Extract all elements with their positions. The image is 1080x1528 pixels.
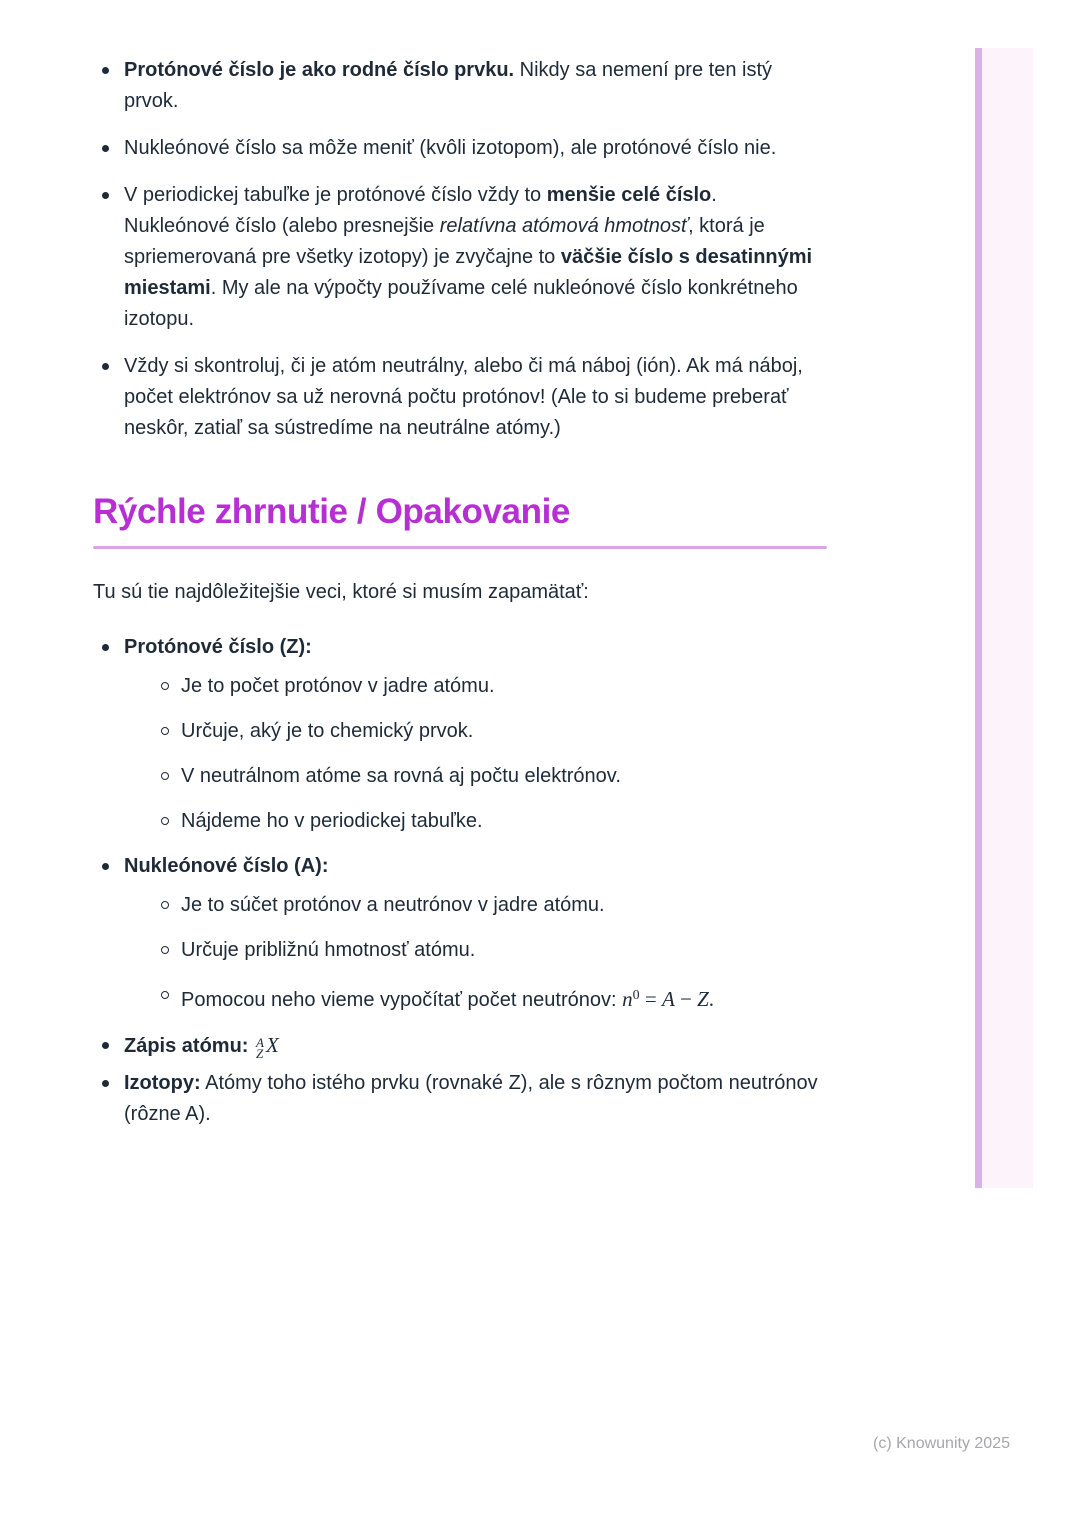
text-segment: . bbox=[708, 987, 715, 1011]
text-segment: Protónové číslo (Z): bbox=[124, 636, 312, 658]
bullet-icon bbox=[102, 1042, 109, 1049]
text-segment: X bbox=[265, 1033, 279, 1057]
text-segment: Nukleónové číslo (A): bbox=[124, 855, 329, 877]
list-item bbox=[93, 180, 827, 335]
circle-bullet-icon bbox=[161, 817, 169, 825]
list-item bbox=[93, 133, 827, 164]
circle-bullet-icon bbox=[161, 901, 169, 909]
list-item bbox=[124, 806, 827, 837]
text-segment: Nájdeme ho v periodickej tabuľke. bbox=[181, 810, 483, 832]
text-segment: Je to počet protónov v jadre atómu. bbox=[181, 675, 495, 697]
text-segment: menšie celé číslo bbox=[546, 184, 712, 206]
list-item-text bbox=[181, 765, 621, 787]
text-segment: . My ale na výpočty používame celé nukleónové číslo konkrétneho izotopu. bbox=[124, 277, 798, 330]
bullet-icon bbox=[102, 863, 109, 870]
bullet-icon bbox=[102, 644, 109, 651]
text-segment: , ktorá je spriemerovaná pre všetky izotopy) je zvyčajne to bbox=[124, 215, 765, 268]
text-segment: Zápis atómu: bbox=[124, 1035, 255, 1057]
text-segment: Atómy toho istého prvku (rovnaké Z), ale s rôznym počtom neutrónov (rôzne A). bbox=[124, 1072, 818, 1125]
list-item-text bbox=[124, 137, 776, 159]
circle-bullet-icon bbox=[161, 991, 169, 999]
list-item bbox=[93, 632, 827, 837]
bullet-icon bbox=[102, 145, 109, 152]
list-item bbox=[93, 351, 827, 444]
list-item bbox=[93, 1030, 827, 1062]
list-item-text bbox=[124, 1072, 818, 1125]
circle-bullet-icon bbox=[161, 946, 169, 954]
list-item-text bbox=[124, 355, 803, 439]
list-item-text bbox=[181, 989, 714, 1011]
text-segment: V neutrálnom atóme sa rovná aj počtu elektrónov. bbox=[181, 765, 621, 787]
text-segment: Nikdy sa nemení pre ten istý prvok. bbox=[124, 59, 772, 112]
bullet-icon bbox=[102, 67, 109, 74]
list-item-text bbox=[181, 720, 473, 742]
text-segment: V periodickej tabuľke je protónové číslo vždy to bbox=[124, 184, 547, 206]
summary-bullet-list bbox=[93, 632, 827, 1130]
bullet-icon bbox=[102, 192, 109, 199]
page-edge-decoration bbox=[975, 48, 1033, 1188]
list-item bbox=[124, 761, 827, 792]
list-item-text bbox=[124, 184, 812, 330]
bullet-icon bbox=[102, 363, 109, 370]
bullet-icon bbox=[102, 1080, 109, 1087]
list-item bbox=[93, 55, 827, 117]
text-segment: Určuje približnú hmotnosť atómu. bbox=[181, 939, 476, 961]
list-item-text bbox=[181, 939, 475, 961]
list-item bbox=[93, 851, 827, 1016]
list-item-text bbox=[181, 675, 495, 697]
list-item-text bbox=[124, 855, 328, 877]
text-segment: A bbox=[661, 987, 675, 1011]
list-item-text bbox=[124, 59, 772, 112]
text-segment: . Nukleónové číslo (alebo presnejšie bbox=[124, 184, 717, 237]
sub-bullet-list bbox=[124, 890, 827, 1016]
footer-copyright: (c) Knowunity 2025 bbox=[873, 1435, 1010, 1452]
list-item bbox=[124, 890, 827, 921]
circle-bullet-icon bbox=[161, 772, 169, 780]
text-segment: väčšie číslo s desatinnými miestami bbox=[124, 246, 813, 299]
circle-bullet-icon bbox=[161, 682, 169, 690]
text-segment: n bbox=[622, 987, 633, 1011]
text-segment: Určuje, aký je to chemický prvok. bbox=[181, 720, 474, 742]
text-segment: Je to súčet protónov a neutrónov v jadre atómu. bbox=[181, 894, 605, 916]
text-segment: − bbox=[674, 987, 698, 1011]
list-item bbox=[124, 671, 827, 702]
text-segment: = bbox=[639, 987, 662, 1011]
text-segment: Nukleónové číslo sa môže meniť (kvôli izotopom), ale protónové číslo nie. bbox=[124, 137, 777, 159]
text-segment: Vždy si skontroluj, či je atóm neutrálny, alebo či má náboj (ión). Ak má náboj, počet elektrónov sa už nerovná počtu protónov! (Ale to si budeme preberať neskôr, zatiaľ sa sústredíme na neutrálne atómy.) bbox=[124, 355, 803, 439]
text-segment: Pomocou neho vieme vypočítať počet neutrónov: bbox=[181, 989, 623, 1011]
summary-intro-text: Tu sú tie najdôležitejšie veci, ktoré si musím zapamätať: bbox=[93, 581, 589, 603]
list-item bbox=[124, 935, 827, 966]
section-heading: Rýchle zhrnutie / Opakovanie bbox=[93, 492, 570, 531]
text-segment: Z bbox=[697, 987, 709, 1011]
list-item bbox=[124, 980, 827, 1016]
list-item-text bbox=[124, 636, 312, 658]
text-segment: relatívna atómová hmotnosť bbox=[439, 215, 689, 237]
list-item-text bbox=[124, 1033, 279, 1061]
list-item bbox=[93, 1068, 827, 1130]
text-segment: Izotopy: bbox=[124, 1072, 201, 1094]
document-content bbox=[93, 55, 827, 1136]
list-item bbox=[124, 716, 827, 747]
intro-bullet-list bbox=[93, 55, 827, 444]
text-segment: Protónové číslo je ako rodné číslo prvku. bbox=[124, 59, 515, 81]
sub-bullet-list bbox=[124, 671, 827, 837]
text-segment: 0 bbox=[632, 988, 640, 1003]
circle-bullet-icon bbox=[161, 727, 169, 735]
heading-divider bbox=[93, 546, 827, 549]
list-item-text bbox=[181, 810, 483, 832]
list-item-text bbox=[181, 894, 605, 916]
math-prescript-stack: A Z bbox=[256, 1035, 264, 1061]
